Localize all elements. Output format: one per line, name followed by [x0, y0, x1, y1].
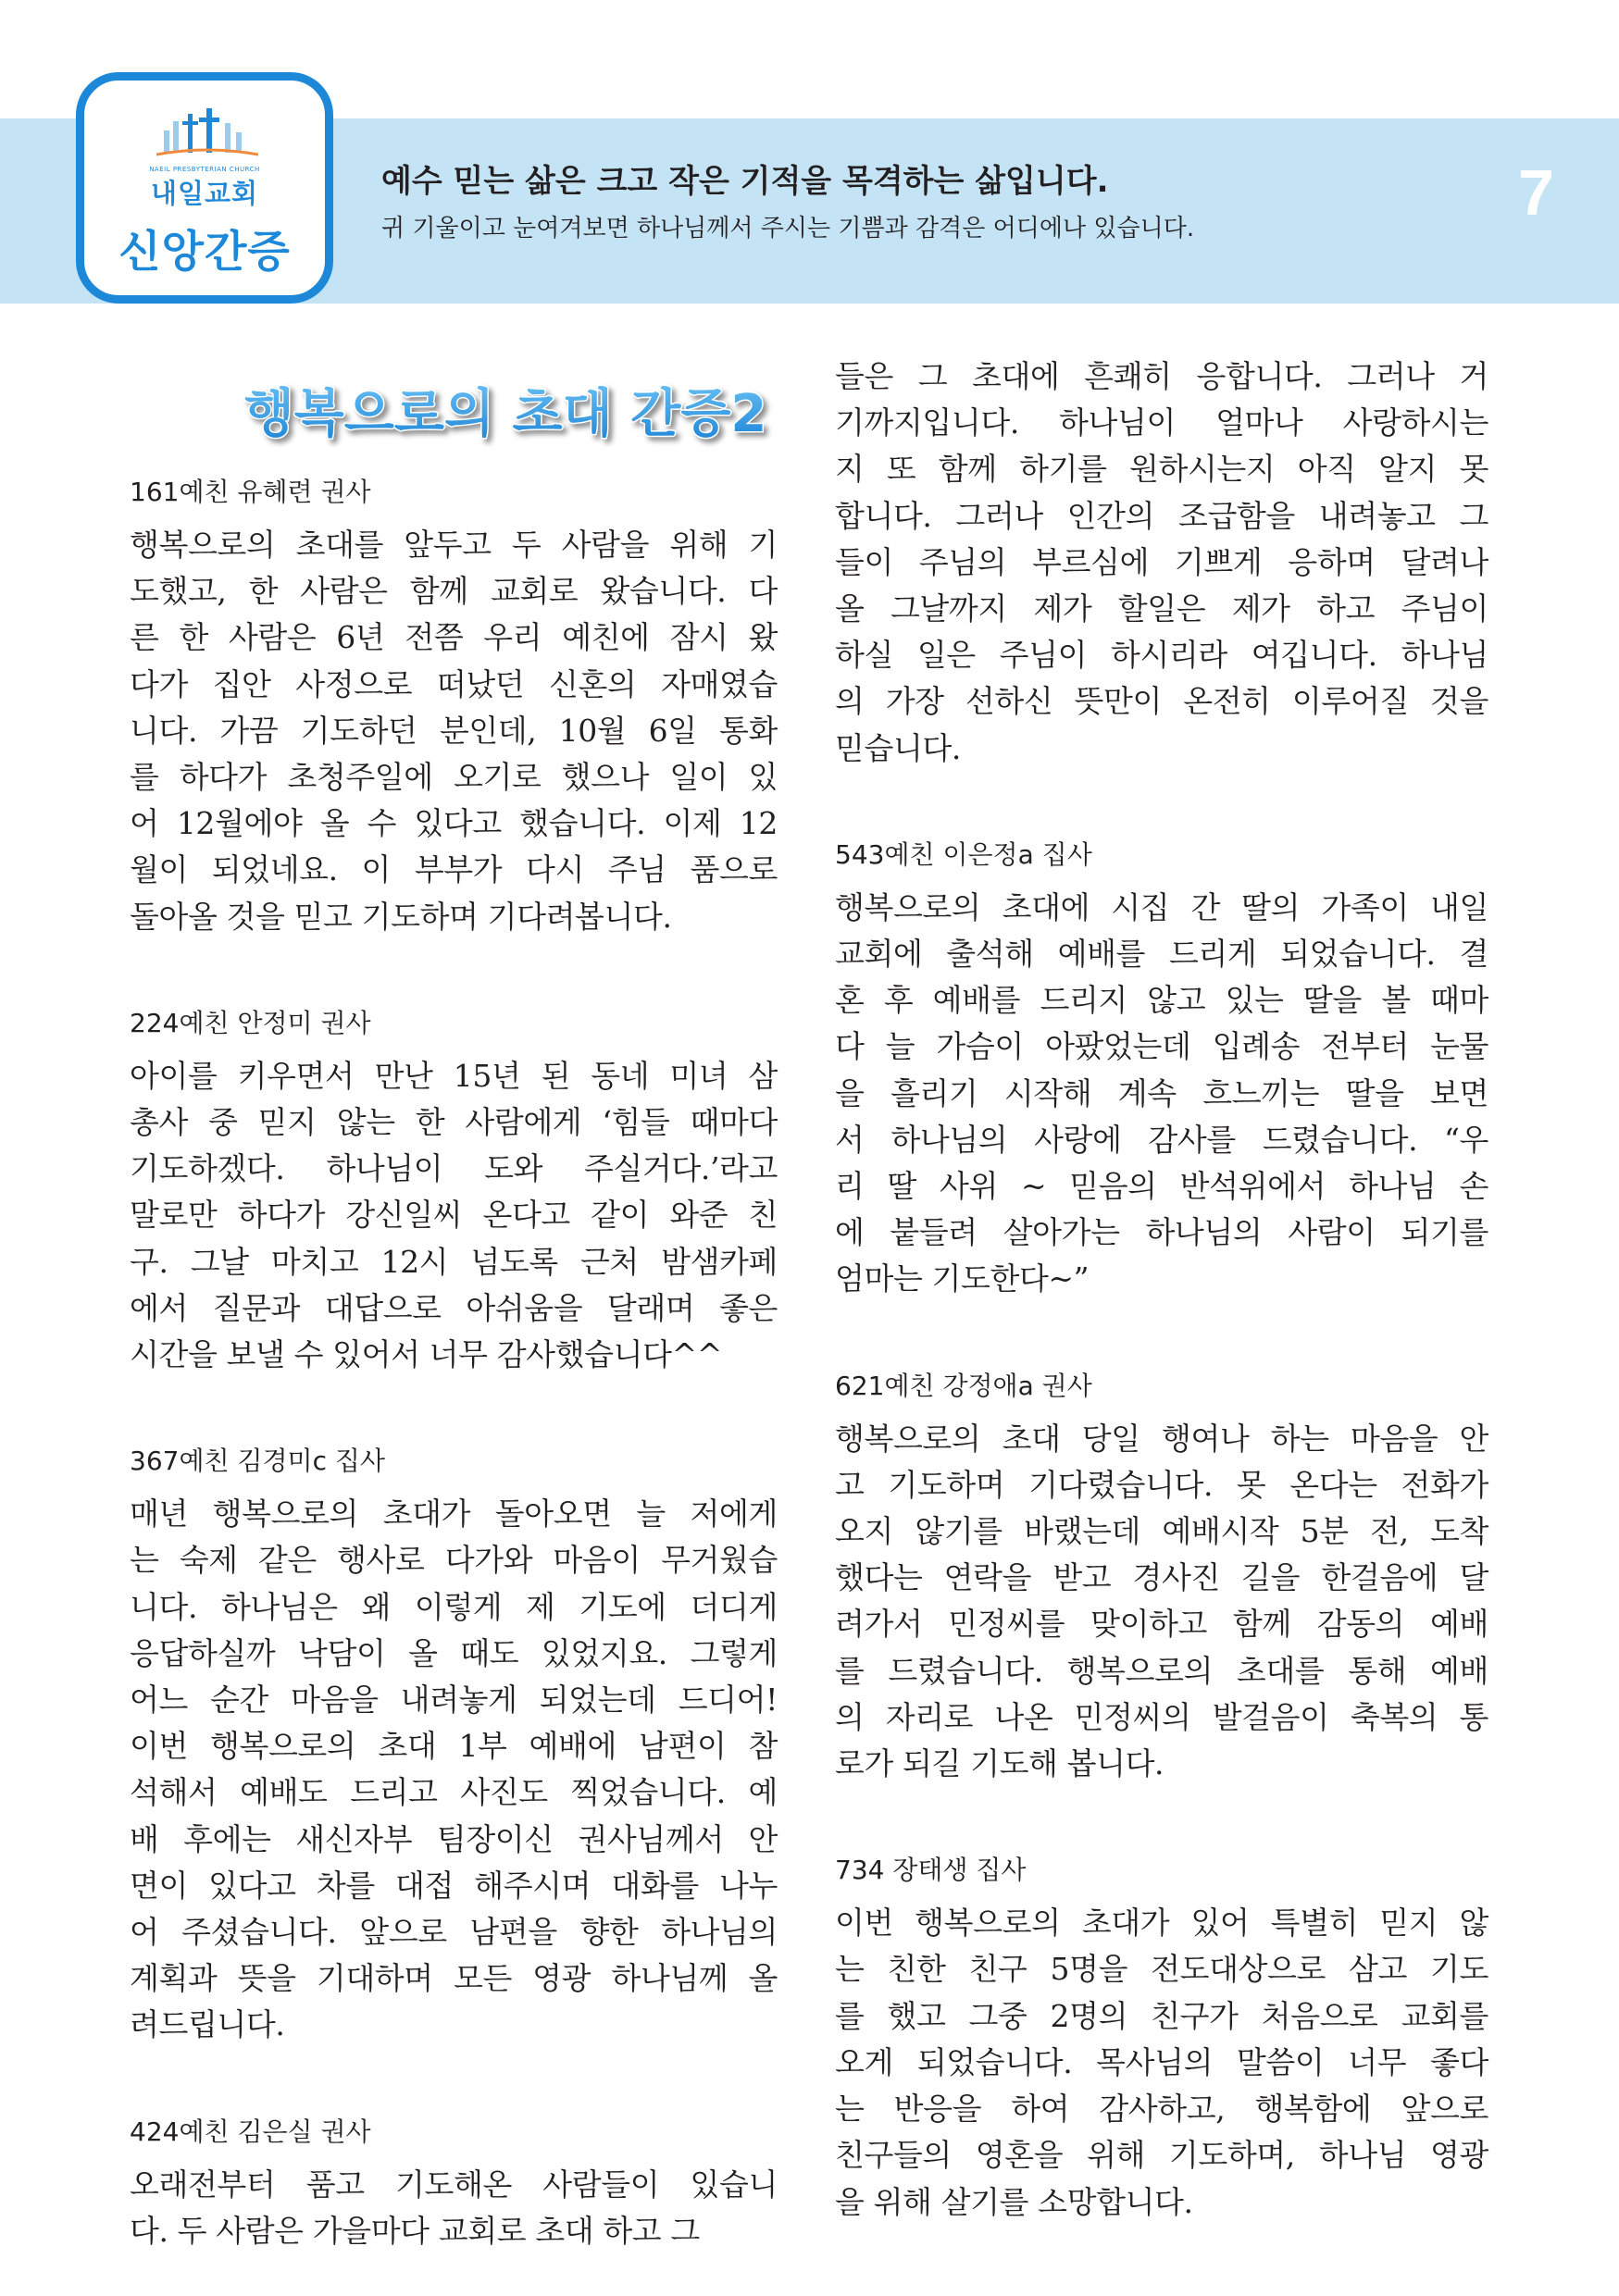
testimony-line: 고 기도하며 기다렸습니다. 못 온다는 전화가	[835, 1466, 1488, 1503]
testimony-line: 다 늘 가슴이 아팠었는데 입례송 전부터 눈물	[835, 1028, 1488, 1065]
testimony-line: 기까지입니다. 하나님이 얼마나 사랑하시는	[835, 404, 1488, 441]
testimony-line: 월이 되었네요. 이 부부가 다시 주님 품으로	[130, 851, 778, 888]
testimony-line: 는 반응을 하여 감사하고, 행복함에 앞으로	[835, 2091, 1488, 2128]
testimony-line: 행복으로의 초대 당일 행여나 하는 마음을 안	[835, 1420, 1488, 1457]
article-title-text: 행복으로의 초대 간증2	[243, 384, 767, 444]
testimony-line: 했다는 연락을 받고 경사진 길을 한걸음에 달	[835, 1559, 1488, 1596]
left-column	[130, 352, 778, 2254]
testimony-line: 서 하나님의 사랑에 감사를 드렸습니다. “우	[835, 1121, 1488, 1158]
testimony-line: 려드립니다.	[130, 2006, 285, 2043]
testimony-line: 리 딸 사위 ~ 믿음의 반석위에서 하나님 손	[835, 1168, 1488, 1205]
testimony-line: 로가 되길 기도해 봅니다.	[835, 1745, 1164, 1782]
testimony-line: 매년 행복으로의 초대가 돌아오면 늘 저에게	[130, 1496, 778, 1533]
testimony-line: 배 후에는 새신자부 팀장이신 권사님께서 안	[130, 1820, 778, 1857]
testimony-line: 아이를 키우면서 만난 15년 된 동네 미녀 삼	[130, 1057, 778, 1094]
testimony-line: 에 붙들려 살아가는 하나님의 사람이 되기를	[835, 1214, 1488, 1251]
testimony-line: 교회에 출석해 예배를 드리게 되었습니다. 결	[835, 936, 1488, 973]
entry-gap	[835, 1787, 1488, 1852]
article-title	[233, 365, 778, 468]
entry-gap	[835, 1303, 1488, 1368]
testimony-line: 친구들의 영혼을 위해 기도하며, 하나님 영광	[835, 2137, 1488, 2174]
testimony-line: 총사 중 믿지 않는 한 사람에게 ‘힘들 때마다	[130, 1104, 778, 1141]
testimony-line: 를 드렸습니다. 행복으로의 초대를 통해 예배	[835, 1652, 1488, 1689]
testimony-line: 를 하다가 초청주일에 오기로 했으나 일이 있	[130, 759, 778, 796]
entry-gap	[130, 2049, 778, 2114]
testimony-author: 734 장태생 집사	[835, 1855, 1027, 1886]
testimony-author: 367예친 김경미c 집사	[130, 1446, 385, 1477]
testimony-line: 이번 행복으로의 초대가 있어 특별히 믿지 않	[835, 1905, 1488, 1942]
church-skyline-icon	[156, 105, 258, 160]
testimony-line: 어 12월에야 올 수 있다고 했습니다. 이제 12	[130, 805, 778, 842]
testimony-line: 의 가장 선하신 뜻만이 온전히 이루어질 것을	[835, 683, 1488, 720]
testimony-line: 이번 행복으로의 초대 1부 예배에 남편이 참	[130, 1728, 778, 1765]
testimony-line: 기도하겠다. 하나님이 도와 주실거다.’라고	[130, 1150, 778, 1187]
testimony-line: 다가 집안 사정으로 떠났던 신혼의 자매였습	[130, 665, 778, 702]
testimony-line: 오지 않기를 바랬는데 예배시작 5분 전, 도착	[835, 1513, 1488, 1550]
testimony-entry	[835, 837, 1488, 1303]
header-subline: 귀 기울이고 눈여겨보면 하나님께서 주시는 기쁨과 감격은 어디에나 있습니다.	[381, 215, 1195, 242]
entry-gap	[835, 772, 1488, 837]
testimony-line: 구. 그날 마치고 12시 넘도록 근처 밤샘카페	[130, 1243, 778, 1280]
testimony-line: 혼 후 예배를 드리지 않고 있는 딸을 볼 때마	[835, 982, 1488, 1019]
testimony-line: 니다. 하나님은 왜 이렇게 제 기도에 더디게	[130, 1588, 778, 1625]
testimony-entry	[835, 1368, 1488, 1788]
testimony-line: 돌아올 것을 믿고 기도하며 기다려봅니다.	[130, 898, 672, 935]
testimony-author: 621예친 강정애a 권사	[835, 1370, 1092, 1401]
testimony-entry	[130, 474, 778, 940]
right-column	[835, 354, 1488, 2226]
testimony-author: 543예친 이은정a 집사	[835, 838, 1092, 870]
left-entries	[130, 474, 778, 2254]
testimony-entry	[130, 1005, 778, 1378]
church-name: 내일교회	[150, 178, 259, 209]
testimony-author: 161예친 유혜련 권사	[130, 477, 371, 507]
entry-gap	[130, 1378, 778, 1443]
testimony-line: 행복으로의 초대를 앞두고 두 사람을 위해 기	[130, 527, 778, 563]
testimony-line: 을 위해 살기를 소망합니다.	[835, 2183, 1193, 2220]
testimony-line: 지 또 함께 하기를 원하시는지 아직 알지 못	[835, 451, 1488, 488]
testimony-line: 말로만 하다가 강신일씨 온다고 같이 와준 친	[130, 1197, 778, 1234]
testimony-line: 들이 주님의 부르심에 기쁘게 응하며 달려나	[835, 543, 1488, 580]
testimony-author: 224예친 안정미 권사	[130, 1007, 371, 1038]
testimony-line: 도했고, 한 사람은 함께 교회로 왔습니다. 다	[130, 573, 778, 610]
section-label: 신앙간증	[118, 227, 291, 278]
testimony-line: 어느 순간 마음을 내려놓게 되었는데 드디어!	[130, 1682, 778, 1719]
testimony-line: 를 했고 그중 2명의 친구가 처음으로 교회를	[835, 1997, 1488, 2034]
testimony-line: 행복으로의 초대에 시집 간 딸의 가족이 내일	[835, 888, 1488, 925]
testimony-entry	[130, 1443, 778, 2048]
testimony-line: 니다. 가끔 기도하던 분인데, 10월 6일 통화	[130, 712, 778, 749]
header-headline: 예수 믿는 삶은 크고 작은 기적을 목격하는 삶입니다.	[381, 163, 1109, 200]
testimony-line: 하실 일은 주님이 하시리라 여깁니다. 하나님	[835, 637, 1488, 674]
testimony-line: 석해서 예배도 드리고 사진도 찍었습니다. 예	[130, 1774, 778, 1811]
testimony-line: 어 주셨습니다. 앞으로 남편을 향한 하나님의	[130, 1914, 778, 1951]
church-name-small: NAEIL PRESBYTERIAN CHURCH	[149, 166, 260, 173]
testimony-line: 는 친한 친구 5명을 전도대상으로 삼고 기도	[835, 1951, 1488, 1988]
testimony-entry	[835, 1852, 1488, 2225]
testimony-entry	[835, 354, 1488, 772]
testimony-line: 오래전부터 품고 기도해온 사람들이 있습니	[130, 2166, 778, 2203]
right-entries	[835, 354, 1488, 2226]
testimony-line: 다. 두 사람은 가을마다 교회로 초대 하고 그	[130, 2212, 700, 2249]
testimony-line: 의 자리로 나온 민정씨의 발걸음이 축복의 통	[835, 1698, 1488, 1735]
testimony-line: 을 흘리기 시작해 계속 흐느끼는 딸을 보면	[835, 1074, 1488, 1111]
church-logo-badge	[76, 72, 333, 304]
testimony-line: 른 한 사람은 6년 전쯤 우리 예친에 잠시 왔	[130, 619, 778, 656]
testimony-line: 올 그날까지 제가 할일은 제가 하고 주님이	[835, 590, 1488, 627]
testimony-line: 시간을 보낼 수 있어서 너무 감사했습니다^^	[130, 1336, 723, 1373]
entry-gap	[130, 940, 778, 1005]
testimony-line: 면이 있다고 차를 대접 해주시며 대화를 나누	[130, 1867, 778, 1904]
testimony-line: 는 숙제 같은 행사로 다가와 마음이 무거웠습	[130, 1542, 778, 1579]
testimony-line: 합니다. 그러나 인간의 조급함을 내려놓고 그	[835, 497, 1488, 534]
testimony-author: 424예친 김은실 권사	[130, 2116, 371, 2147]
testimony-line: 오게 되었습니다. 목사님의 말씀이 너무 좋다	[835, 2043, 1488, 2080]
testimony-line: 응답하실까 낙담이 올 때도 있었지요. 그렇게	[130, 1634, 778, 1671]
testimony-line: 믿습니다.	[835, 729, 962, 766]
testimony-line: 계획과 뜻을 기대하며 모든 영광 하나님께 올	[130, 1960, 778, 1997]
testimony-line: 에서 질문과 대답으로 아쉬움을 달래며 좋은	[130, 1289, 778, 1326]
testimony-line: 들은 그 초대에 흔쾌히 응합니다. 그러나 거	[835, 358, 1488, 394]
testimony-line: 려가서 민정씨를 맞이하고 함께 감동의 예배	[835, 1606, 1488, 1643]
page-number: 7	[1518, 156, 1554, 229]
testimony-line: 엄마는 기도한다~”	[835, 1260, 1090, 1297]
testimony-entry	[130, 2114, 778, 2254]
